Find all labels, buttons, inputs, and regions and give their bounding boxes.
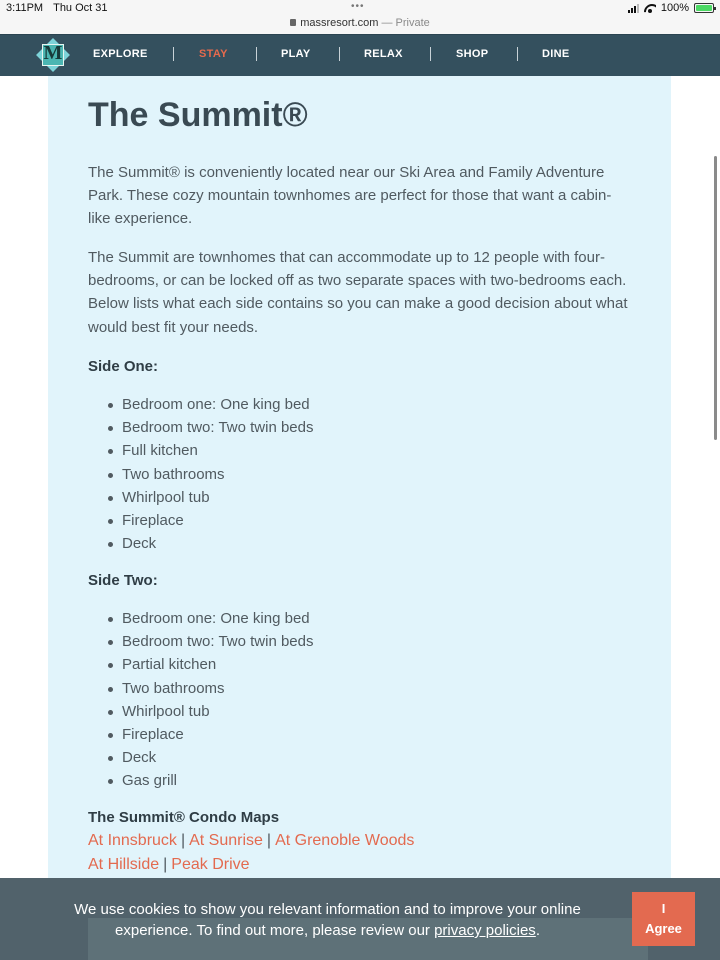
cookie-text-main: We use cookies to show you relevant information and to improve your online experience. To find out more, please review our — [74, 901, 581, 939]
agree-line-2: Agree — [645, 921, 682, 936]
multitask-dots-icon[interactable]: ••• — [351, 1, 365, 12]
agree-button[interactable] — [632, 892, 695, 946]
nav-dine[interactable]: DINE — [542, 48, 570, 60]
url-text: massresort.com — [300, 17, 379, 29]
list-item: Deck — [122, 746, 313, 769]
condo-map-links-row-2 — [88, 856, 250, 874]
map-link-grenoble-woods[interactable]: At Grenoble Woods — [275, 832, 415, 849]
list-item: Whirlpool tub — [122, 700, 313, 723]
nav-shop[interactable]: SHOP — [456, 48, 489, 60]
cellular-signal-icon — [628, 4, 639, 13]
map-link-sunrise[interactable]: At Sunrise — [189, 832, 263, 849]
status-time: 3:11PM — [6, 2, 44, 14]
nav-separator — [517, 47, 518, 61]
main-nav — [0, 34, 720, 76]
list-item: Bedroom two: Two twin beds — [122, 630, 313, 653]
wifi-icon — [644, 4, 656, 13]
status-bar — [0, 0, 720, 34]
nav-explore[interactable]: EXPLORE — [93, 48, 148, 60]
content-panel — [48, 76, 671, 960]
list-item: Fireplace — [122, 509, 313, 532]
side-two-list — [122, 607, 313, 793]
cookie-banner — [0, 878, 720, 960]
cookie-text-end: . — [535, 922, 540, 939]
map-link-peak-drive[interactable]: Peak Drive — [171, 856, 250, 873]
status-time-date — [6, 2, 118, 14]
link-separator: | — [266, 832, 272, 849]
address-bar[interactable] — [0, 17, 720, 29]
list-item: Fireplace — [122, 723, 313, 746]
list-item: Bedroom one: One king bed — [122, 607, 313, 630]
list-item: Bedroom two: Two twin beds — [122, 416, 313, 439]
link-separator: | — [163, 856, 168, 873]
list-item: Full kitchen — [122, 439, 313, 462]
side-one-heading: Side One: — [88, 358, 159, 375]
intro-paragraph: The Summit® is conveniently located near our Ski Area and Family Adventure Park. These cozy mountain townhomes are perfect for those that want a cabin-like experience. — [88, 164, 612, 228]
list-item: Bedroom one: One king bed — [122, 393, 313, 416]
list-item: Two bathrooms — [122, 463, 313, 486]
resort-logo[interactable] — [37, 39, 69, 71]
list-item: Partial kitchen — [122, 653, 313, 676]
cookie-message — [40, 899, 615, 941]
map-link-hillside[interactable]: At Hillside — [88, 856, 160, 873]
map-link-innsbruck[interactable]: At Innsbruck — [88, 832, 177, 849]
status-date: Thu Oct 31 — [53, 2, 108, 14]
page-title: The Summit® — [88, 96, 308, 134]
nav-separator — [339, 47, 340, 61]
nav-play[interactable]: PLAY — [281, 48, 311, 60]
page-scrollbar[interactable] — [714, 156, 717, 440]
list-item: Gas grill — [122, 769, 313, 792]
logo-letter: M — [43, 42, 63, 64]
nav-separator — [173, 47, 174, 61]
list-item: Two bathrooms — [122, 677, 313, 700]
nav-separator — [430, 47, 431, 61]
nav-stay[interactable]: STAY — [199, 48, 228, 60]
side-two-heading: Side Two: — [88, 572, 158, 589]
side-one-list — [122, 393, 313, 555]
battery-icon — [694, 3, 714, 13]
nav-separator — [256, 47, 257, 61]
condo-maps-heading: The Summit® Condo Maps — [88, 809, 280, 826]
battery-percent: 100% — [660, 2, 689, 14]
condo-map-links-row-1 — [88, 832, 414, 850]
list-item: Deck — [122, 532, 313, 555]
description-paragraph: The Summit are townhomes that can accommodate up to 12 people with four-bedrooms, or can be locked off as two separate spaces with two-bedrooms each. Below lists what each side contains so you can make a good decision about what would best fit your needs. — [88, 249, 628, 336]
nav-relax[interactable]: RELAX — [364, 48, 403, 60]
status-indicators — [628, 2, 714, 14]
list-item: Whirlpool tub — [122, 486, 313, 509]
agree-line-1: I — [661, 901, 666, 916]
link-separator: | — [180, 832, 186, 849]
privacy-policies-link[interactable]: privacy policies — [434, 922, 536, 939]
lock-icon — [290, 19, 296, 26]
private-label: — Private — [381, 17, 430, 29]
